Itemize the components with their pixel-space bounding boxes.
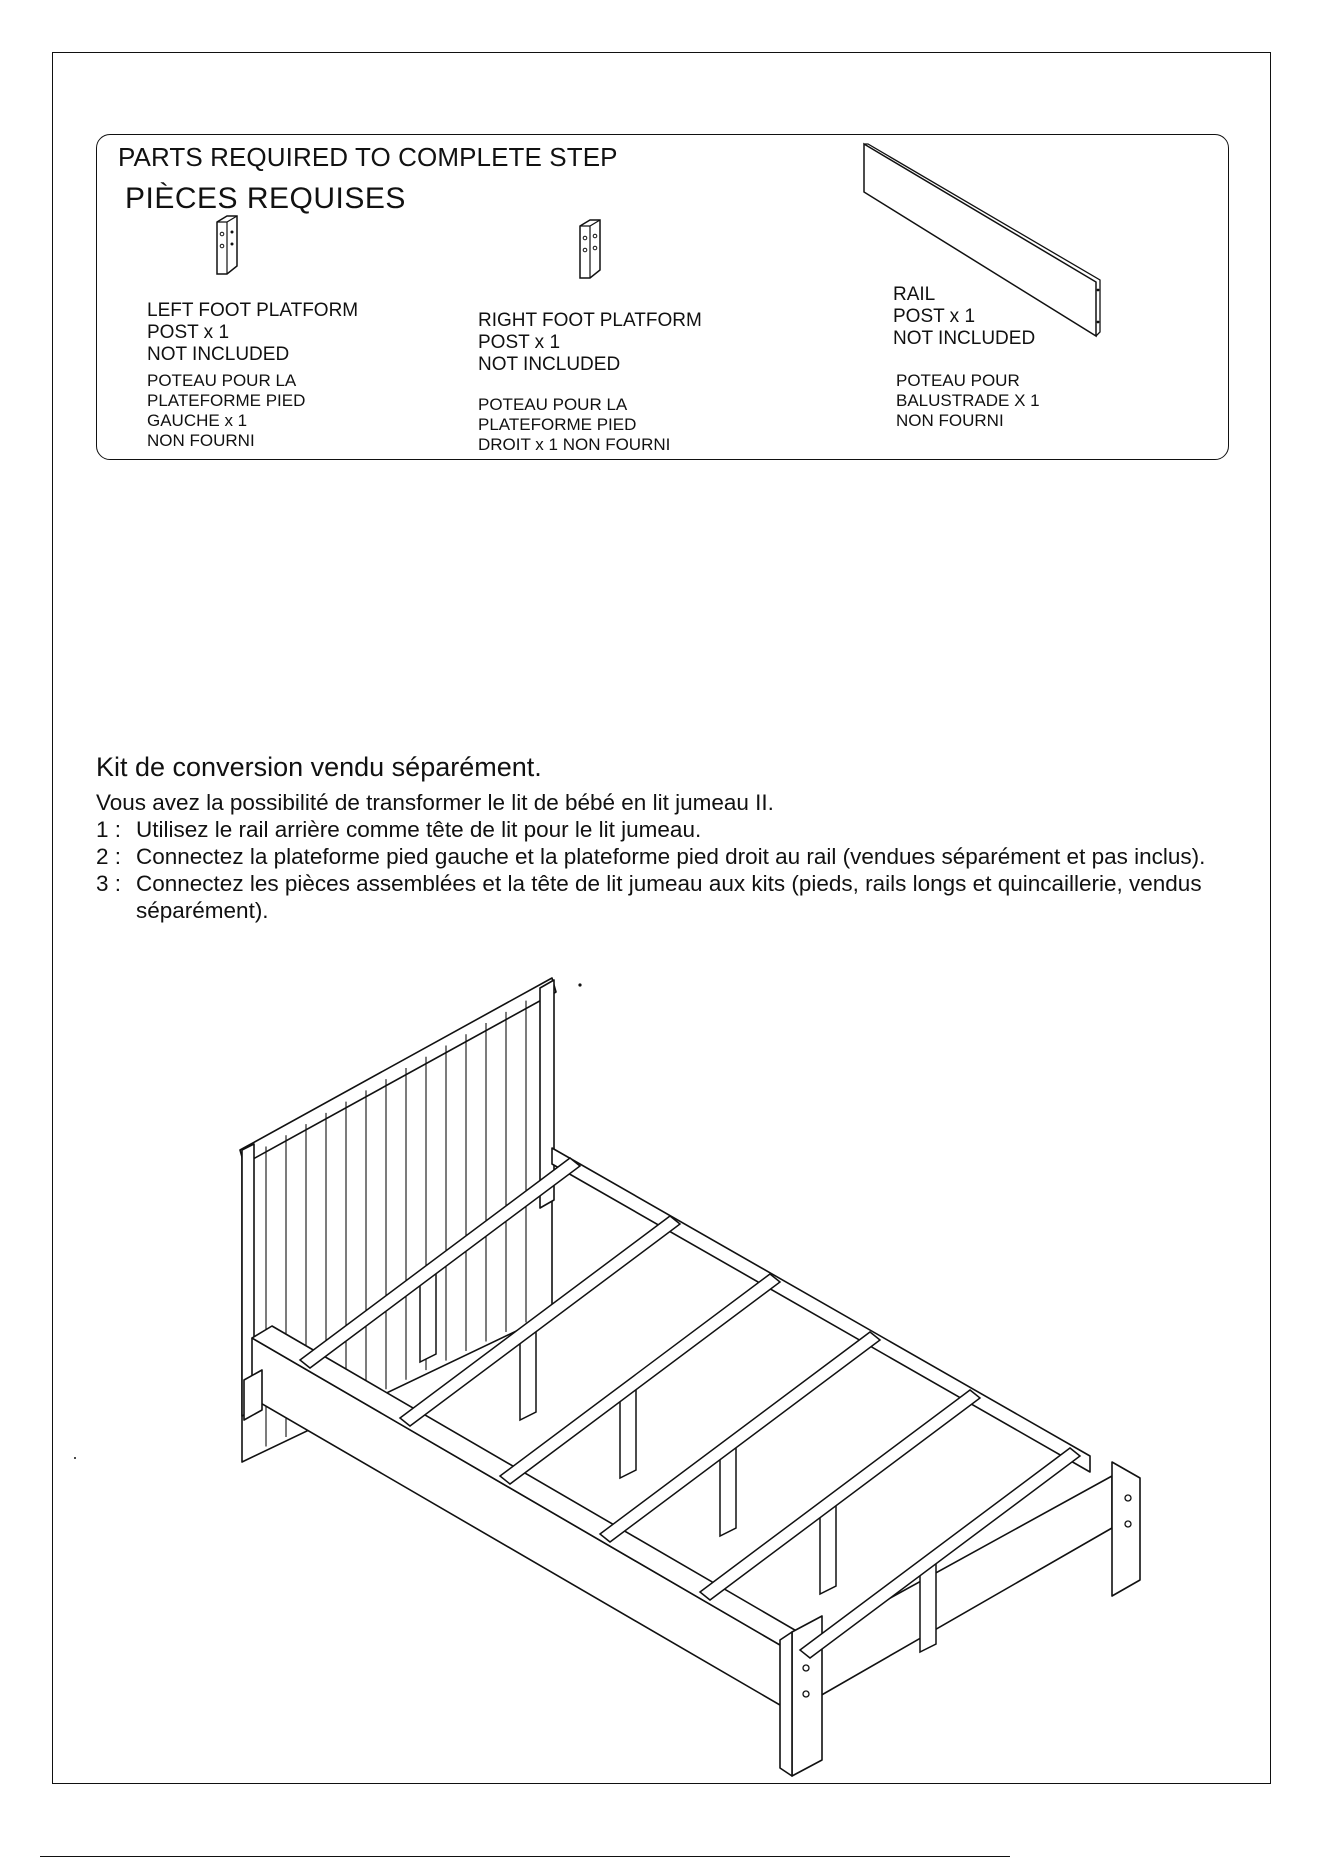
instruction-step: 1 : Utilisez le rail arrière comme tête de lit pour le lit jumeau. [96, 817, 702, 842]
left-post-label-en: LEFT FOOT PLATFORM POST x 1 NOT INCLUDED [147, 300, 359, 365]
cross-slat [600, 1332, 880, 1542]
instructions-heading: Kit de conversion vendu séparément. [96, 752, 542, 782]
right-post-label-fr: POTEAU POUR LA PLATEFORME PIED DROIT x 1 NON FOURNI [478, 395, 671, 454]
instruction-step: 3 : Connectez les pièces assemblées et la tête de lit jumeau aux kits (pieds, rails longs et quincaillerie, vendus séparément). [96, 871, 1202, 923]
parts-subtitle: PIÈCES REQUISES [125, 182, 406, 215]
parts-title: PARTS REQUIRED TO COMPLETE STEP [118, 142, 618, 172]
left-post-label-fr: POTEAU POUR LA PLATEFORME PIED GAUCHE x 1 NON FOURNI [147, 371, 306, 450]
instructions-intro: Vous avez la possibilité de transformer le lit de bébé en lit jumeau II. [96, 790, 774, 815]
footer-line [40, 1856, 1010, 1857]
instruction-step: 2 : Connectez la plateforme pied gauche et la plateforme pied droit au rail (vendues séparément et pas inclus). [96, 844, 1206, 869]
rail-label-fr: POTEAU POUR BALUSTRADE X 1 NON FOURNI [896, 371, 1040, 430]
right-post-label-en: RIGHT FOOT PLATFORM POST x 1 NOT INCLUDED [478, 310, 702, 375]
cross-slat [700, 1390, 980, 1600]
rail-label-en: RAIL POST x 1 NOT INCLUDED [893, 284, 1036, 349]
